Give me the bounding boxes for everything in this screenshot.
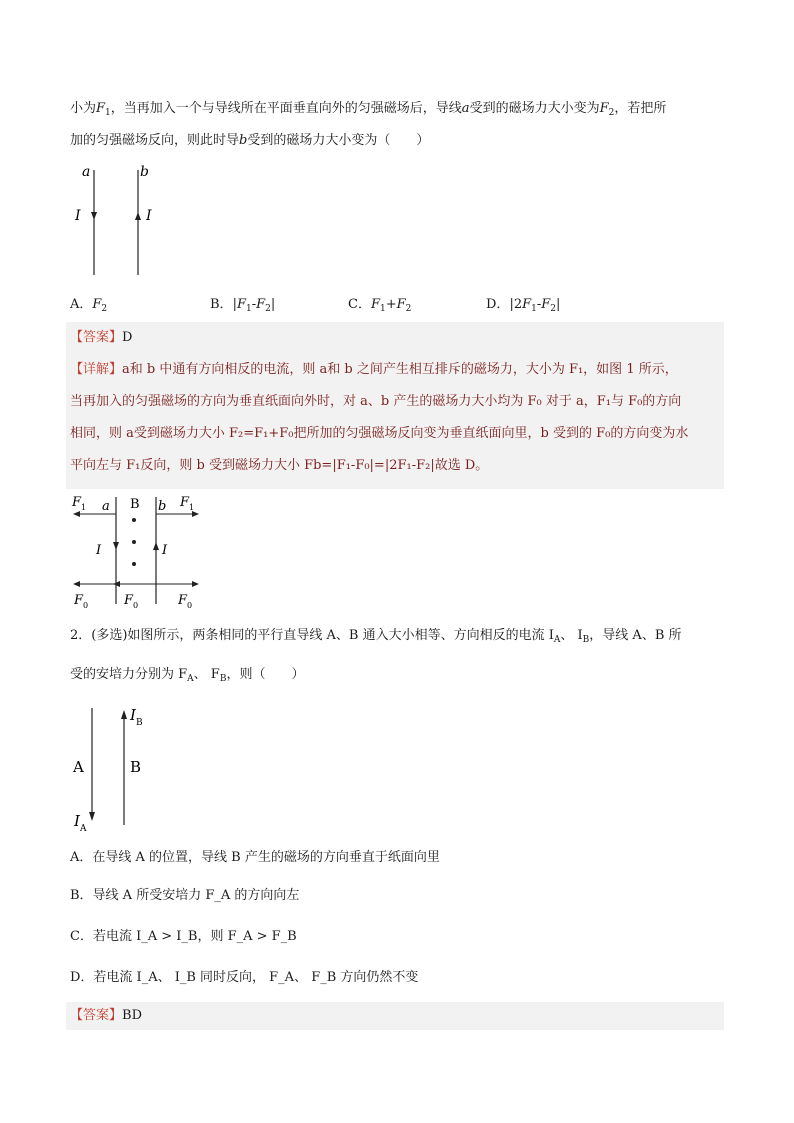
svg-text:I: I <box>162 543 168 558</box>
svg-text:a: a <box>102 499 110 514</box>
fig1-label-ib: I <box>146 208 152 224</box>
svg-text:F: F <box>178 593 188 608</box>
svg-text:F: F <box>72 495 82 510</box>
svg-text:B: B <box>130 497 140 512</box>
fig2-f0-right-arrow-icon <box>192 581 199 587</box>
fig1-label-b: b <box>140 164 149 180</box>
q2-option-d: D．若电流 I_A、 I_B 同时反向， F_A、 F_B 方向仍然不变 <box>70 970 419 985</box>
q2-option-c: C．若电流 I_A > I_B，则 F_A > F_B <box>70 929 297 944</box>
svg-text:I: I <box>74 812 80 830</box>
q1-line-2: 加的匀强磁场反向，则此时导b受到的磁场力大小变为（ ） <box>70 133 430 148</box>
field-dot-2 <box>132 540 136 544</box>
svg-text:0: 0 <box>187 601 193 610</box>
q2-option-a: A．在导线 A 的位置，导线 B 产生的磁场的方向垂直于纸面向里 <box>70 850 440 865</box>
svg-text:A: A <box>73 758 84 776</box>
svg-text:F: F <box>74 593 84 608</box>
svg-text:I: I <box>130 706 136 724</box>
q2-answer: 【答案】BD <box>70 1008 142 1023</box>
svg-text:A: A <box>80 824 87 834</box>
q1-detail-line-1: 【详解】a和 b 中通有方向相反的电流，则 a和 b 之间产生相互排斥的磁场力，大小为 F₁，如图 1 所示， <box>70 362 678 377</box>
q1-option-b: B．$|F_1-F_2|$ <box>210 297 276 314</box>
svg-text:1: 1 <box>189 503 195 512</box>
svg-text:0: 0 <box>133 601 139 610</box>
wire-B-up-arrow-icon <box>121 710 127 719</box>
q1-answer: 【答案】D <box>70 330 133 345</box>
q1-option-c: C．$F_1+F_2$ <box>348 297 412 314</box>
svg-text:1: 1 <box>81 503 87 512</box>
svg-text:I: I <box>96 543 102 558</box>
wire-b-up-arrow-icon <box>135 212 141 220</box>
q2-line-1: 2．(多选)如图所示，两条相同的平行直导线 A、B 通入大小相等、方向相反的电流 $I_A$、 $I_B$，导线 A、B 所 <box>70 628 682 645</box>
q2-wire-figure <box>70 700 180 840</box>
q1-option-a: A．$F_2$ <box>70 297 108 314</box>
q1-force-figure <box>70 492 210 614</box>
q1-detail-line-2: 当再加入的匀强磁场的方向为垂直纸面向外时，对 a、b 产生的磁场力大小均为 F₀ 对于 a，F₁与 F₀的方向 <box>70 394 682 409</box>
svg-text:B: B <box>130 758 142 776</box>
q1-option-d: D．$|2F_1-F_2|$ <box>486 297 561 314</box>
wire-A-down-arrow-icon <box>89 812 95 821</box>
q2-option-b: B．导线 A 所受安培力 F_A 的方向向左 <box>70 888 300 903</box>
q2-answer-box <box>66 1002 724 1030</box>
field-dot-1 <box>132 518 136 522</box>
q2-line-2: 受的安培力分别为 $F_A$、 $F_B$，则（ ） <box>70 667 305 684</box>
fig1-label-a: a <box>82 164 91 180</box>
fig2-f1-left-arrow-icon <box>73 511 80 517</box>
fig2-current-up-arrow-icon <box>153 542 159 550</box>
fig2-f0-left-arrow-icon <box>73 581 80 587</box>
q1-line-1: 小为$F_1$，当再加入一个与导线所在平面垂直向外的匀强磁场后，导线a受到的磁场力大小变为$F_2$，若把所 <box>70 101 667 118</box>
svg-text:0: 0 <box>83 601 89 610</box>
svg-text:B: B <box>136 718 143 728</box>
q1-detail-line-4: 平向左与 F₁反向，则 b 受到磁场力大小 Fb=|F₁-F₀|=|2F₁-F₂|故选 D。 <box>70 458 489 473</box>
field-dot-3 <box>132 562 136 566</box>
wire-a-down-arrow-icon <box>91 212 97 220</box>
fig2-current-down-arrow-icon <box>113 542 119 550</box>
svg-text:F: F <box>124 593 134 608</box>
svg-text:F: F <box>180 495 190 510</box>
fig1-label-ia: I <box>75 208 81 224</box>
svg-text:b: b <box>158 499 167 514</box>
q1-detail-line-3: 相同，则 a受到磁场力大小 F₂=F₁+F₀把所加的匀强磁场反向变为垂直纸面向里，b 受到的 F₀的方向变为水 <box>70 426 689 441</box>
q1-wire-figure <box>70 160 170 280</box>
